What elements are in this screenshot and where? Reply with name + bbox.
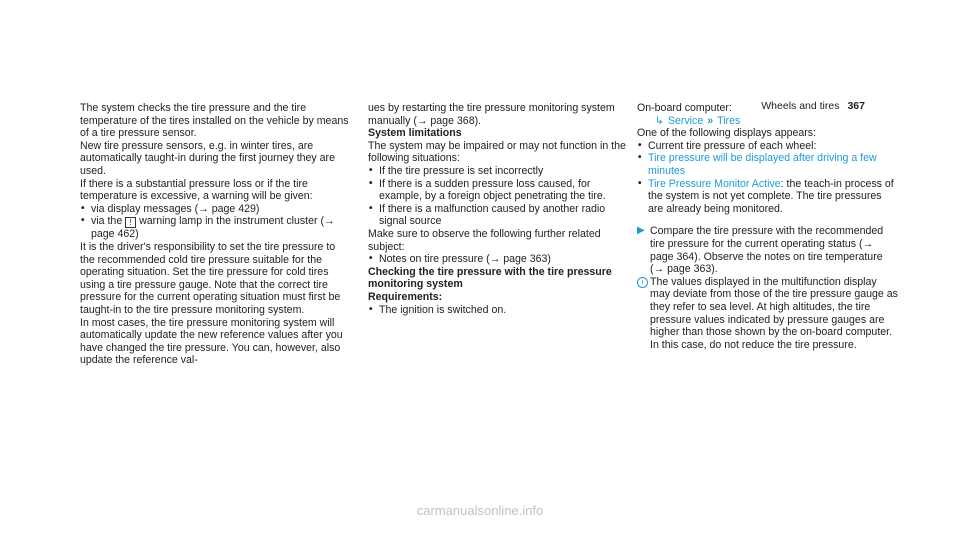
list-item-text: If there is a sudden pressure loss caused, for example, by a foreign object penetrating the tire.	[379, 177, 606, 203]
list-item-text: If the tire pressure is set incorrectly	[379, 164, 544, 177]
list-item	[637, 152, 899, 177]
return-arrow-icon: ↳	[655, 114, 664, 127]
bullet-icon: •	[81, 215, 85, 227]
bullet-icon: •	[638, 177, 642, 189]
list-item-text: If there is a malfunction caused by another radio signal source	[379, 202, 606, 228]
bullet-list	[368, 165, 626, 228]
list-item	[368, 203, 626, 228]
bullet-icon: •	[369, 253, 373, 265]
paragraph: One of the following displays appears:	[637, 127, 817, 140]
list-item	[80, 203, 352, 216]
paragraph[interactable]: ues by restarting the tire pressure monitoring system manually (→ page 368).	[368, 102, 615, 127]
page-number: 367	[847, 100, 865, 112]
bullet-icon: •	[81, 202, 85, 214]
list-item-text: via the	[91, 215, 123, 228]
list-item	[637, 140, 899, 153]
list-item	[637, 178, 899, 216]
note-text: The values displayed in the multifunction display may deviate from those of the tire pressure gauge as they refer to sea level. At high altitudes, the tire pressure values indicated by pressure gauges are higher than those shown by the on-board computer. In this case, do not reduce the tire pressure.	[650, 275, 898, 351]
paragraph: In most cases, the tire pressure monitoring system will automatically update the new reference values after you have changed the tire pressure. You can, however, also update the reference val-	[80, 316, 343, 367]
section-title: Wheels and tires	[761, 100, 840, 112]
column-2	[368, 102, 626, 316]
column-3	[637, 102, 899, 351]
list-item-text[interactable]: via display messages (→ page 429)	[91, 202, 260, 215]
action-text[interactable]: Compare the tire pressure with the recommended tire pressure for the current operating status (→ page 364). Observe the notes on tire temperature (→ page 363).	[650, 225, 884, 276]
bullet-icon: •	[369, 177, 373, 189]
paragraph: The system may be impaired or may not function in the following situations:	[368, 139, 626, 165]
display-message: Tire pressure will be displayed after driving a few minutes	[648, 152, 877, 177]
paragraph: Make sure to observe the following further related subject:	[368, 227, 601, 253]
bullet-list	[637, 140, 899, 216]
paragraph: The system checks the tire pressure and the tire temperature of the tires installed on the vehicle by means of a tire pressure sensor.	[80, 102, 349, 140]
menu-item-tires[interactable]: Tires	[717, 114, 741, 127]
bullet-icon: •	[369, 303, 373, 315]
info-icon: i	[637, 277, 648, 288]
bullet-list	[368, 253, 626, 266]
list-item-text: The ignition is switched on.	[379, 303, 507, 316]
paragraph: It is the driver's responsibility to set the tire pressure to the recommended cold tire pressure suitable for the operating situation. Set the tire pressure for cold tires using a tire pressure gauge. Note that the correct tire pressure for the current operating situation must first be taught-in to the tire pressure monitoring system.	[80, 240, 341, 316]
paragraph: If there is a substantial pressure loss or if the tire temperature is excessive, a warning will be given:	[80, 177, 313, 203]
list-item-text: : the teach-in process of the system is not yet complete. The tire pressures are already being monitored.	[648, 177, 894, 215]
action-triangle-icon: ▶	[637, 225, 645, 237]
list-item	[368, 304, 626, 317]
list-item-text: Current tire pressure of each wheel:	[648, 139, 817, 152]
bullet-icon: •	[369, 164, 373, 176]
requirements-heading: Requirements:	[368, 290, 443, 303]
bullet-icon: •	[638, 139, 642, 151]
list-item	[368, 253, 626, 266]
bullet-list	[368, 304, 626, 317]
list-item	[80, 215, 352, 241]
info-note	[637, 276, 899, 352]
column-1	[80, 102, 352, 367]
tire-pressure-warning-icon: !	[125, 217, 136, 228]
list-item-text[interactable]: warning lamp in the instrument cluster (→ page 462)	[91, 215, 335, 241]
chevron-right-icon: »	[707, 114, 714, 127]
watermark: carmanualsonline.info	[416, 503, 544, 518]
display-message: Tire Pressure Monitor Active	[648, 177, 781, 190]
menu-item-service[interactable]: Service	[667, 114, 704, 127]
list-item-text[interactable]: Notes on tire pressure (→ page 363)	[379, 253, 551, 266]
paragraph: On-board computer:	[637, 102, 732, 114]
list-item	[368, 165, 626, 178]
bullet-icon: •	[638, 152, 642, 164]
list-item	[368, 178, 626, 203]
subheading: Checking the tire pressure with the tire pressure monitoring system	[368, 265, 612, 291]
action-step	[637, 225, 899, 275]
paragraph: New tire pressure sensors, e.g. in winter tires, are automatically taught-in during the first journey they are used.	[80, 139, 335, 177]
subheading: System limitations	[368, 127, 462, 140]
bullet-icon: •	[369, 202, 373, 214]
menu-path	[637, 115, 899, 128]
bullet-list	[80, 203, 352, 241]
